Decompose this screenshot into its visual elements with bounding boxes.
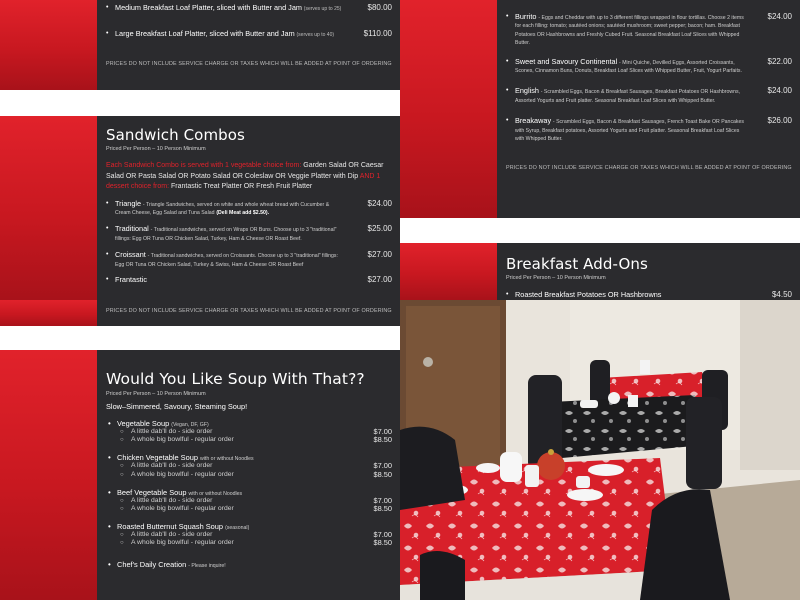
price-disclaimer: PRICES DO NOT INCLUDE SERVICE CHARGE OR TAXES WHICH WILL BE ADDED AT POINT OF ORDERING (106, 308, 392, 314)
menu-item: • Traditional - Traditional sandwiches, served on Wraps OR Buns. Choose up to 3 "traditional" fillings: Egg OR Tuna OR Chicken Salad, Turkey, Ham & Cheese OR Roast Beef. $25.00 (106, 225, 392, 243)
soup-item: • Roasted Butternut Squash Soup (seasonal) ○ A little dab'll do - side order $7.00 ○ A whole big bowlful - regular order $8.50 (106, 522, 392, 547)
red-teapot (537, 452, 565, 480)
soup-tagline: Slow–Simmered, Savoury, Steaming Soup! (106, 402, 248, 411)
soup-section (0, 350, 400, 600)
red-accent-strip (0, 0, 97, 90)
breakfast-combos-section (400, 0, 800, 218)
menu-item: • Burrito - Eggs and Cheddar with up to 3 different fillings wrapped in flour tortillas. Choose 2 items for each filling: tomato; sautéed onions; sautéed mushroom; sweet pepper; bacon; ham. Breakfast Potatoes OR Hashbrowns and Freshly Cubed Fruit. Seasonal Breakfast Loaf Slices with Whipped Butter. $24.00 (506, 13, 792, 48)
addons-section (400, 243, 800, 300)
sandwich-section (0, 116, 400, 300)
menu-item: • Medium Breakfast Loaf Platter, sliced with Butter and Jam (serves up to 25) $80.00 (106, 4, 392, 13)
minimum-note: Priced Per Person – 10 Person Minimum (106, 391, 206, 397)
red-accent-strip (400, 243, 497, 300)
disclaimer-bar (0, 300, 400, 326)
menu-item: • Triangle - Triangle Sandwiches, served on white and whole wheat bread with Cucumber & Cream Cheese, Egg Salad and Tuna Salad (Deli Meat add $2.50). $24.00 (106, 200, 392, 218)
minimum-note: Priced Per Person – 10 Person Minimum (106, 146, 206, 152)
soup-item: • Chef's Daily Creation - Please inquire! (106, 560, 392, 569)
menu-panel-sandwich (0, 0, 400, 300)
plate (476, 463, 500, 473)
sugar-bowl (525, 465, 539, 487)
plate (588, 464, 624, 476)
menu-item: • Sweet and Savoury Continental - Mini Quiche, Devilled Eggs, Assorted Croissants, Scones, Cinnamon Buns, Donuts, Breakfast Loaf Slices with Whipped Butter, Fruit, Yogurt Parfaits. $22.00 (506, 58, 792, 76)
combo-intro: Each Sandwich Combo is served with 1 vegetable choice from: Garden Salad OR Caesar Salad OR Pasta Salad OR Potato Salad OR Coleslaw OR Veggie Platter with Dip AND 1 dessert choice from: Frantastic Treat Platter OR Fresh Fruit Platter (106, 162, 384, 190)
teapot (500, 452, 522, 482)
tea-room-photo-image (400, 300, 800, 600)
price-disclaimer: PRICES DO NOT INCLUDE SERVICE CHARGE OR TAXES WHICH WILL BE ADDED AT POINT OF ORDERING (106, 60, 392, 67)
tea-room-photo (400, 300, 800, 600)
section-title: Sandwich Combos (106, 126, 245, 144)
minimum-note: Priced Per Person – 10 Person Minimum (506, 275, 606, 281)
red-accent-strip (400, 0, 497, 218)
red-accent-strip (0, 116, 97, 300)
menu-item: • Breakaway - Scrambled Eggs, Bacon & Breakfast Sausages, French Toast Bake OR Pancakes with Syrup, Breakfast potatoes, Assorted Yogurts and Fruit platter. Seasonal Breakfast Loaf Slices with Whipped Butter. $26.00 (506, 117, 792, 143)
price-disclaimer: PRICES DO NOT INCLUDE SERVICE CHARGE OR TAXES WHICH WILL BE ADDED AT POINT OF ORDERING (506, 165, 792, 172)
menu-item: • English - Scrambled Eggs, Bacon & Breakfast Sausages, Breakfast Potatoes OR Hashbrowns, Assorted Yogurts and Fruit platter. Seasonal Breakfast Loaf Slices with Whipped Butter. $24.00 (506, 87, 792, 105)
door-handle (423, 357, 433, 367)
chair (420, 551, 465, 600)
menu-panel-soup (0, 300, 400, 600)
section-title: Breakfast Add-Ons (506, 255, 648, 273)
soup-item: • Chicken Vegetable Soup with or without Noodles ○ A little dab'll do - side order $7.00 ○ A whole big bowlful - regular order $8.50 (106, 453, 392, 478)
red-accent-strip (0, 350, 97, 600)
section-title: Would You Like Soup With That?? (106, 370, 365, 388)
plate (567, 489, 603, 501)
teacup (576, 476, 590, 488)
soup-item: • Beef Vegetable Soup with or without Noodles ○ A little dab'll do - side order $7.00 ○ A whole big bowlful - regular order $8.50 (106, 488, 392, 513)
soup-item: • Vegetable Soup (Vegan, DF, GF) ○ A little dab'll do - side order $7.00 ○ A whole big bowlful - regular order $8.50 (106, 419, 392, 444)
red-accent-strip (0, 300, 97, 326)
chair (686, 397, 722, 489)
menu-panel-breakfast (400, 0, 800, 300)
breakfast-loaf-section (0, 0, 400, 90)
menu-item: • Frantastic $27.00 (106, 276, 392, 285)
menu-item: • Croissant - Traditional sandwiches, served on Croissants. Choose up to 3 "traditional" fillings: Egg OR Tuna OR Chicken Salad, Turkey & Swiss, Ham & Cheese OR Roast Beef $27.00 (106, 251, 392, 269)
menu-item: • Large Breakfast Loaf Platter, sliced with Butter and Jam (serves up to 40) $110.00 (106, 30, 392, 39)
menu-item: • Roasted Breakfast Potatoes OR Hashbrowns $4.50 (506, 291, 792, 300)
